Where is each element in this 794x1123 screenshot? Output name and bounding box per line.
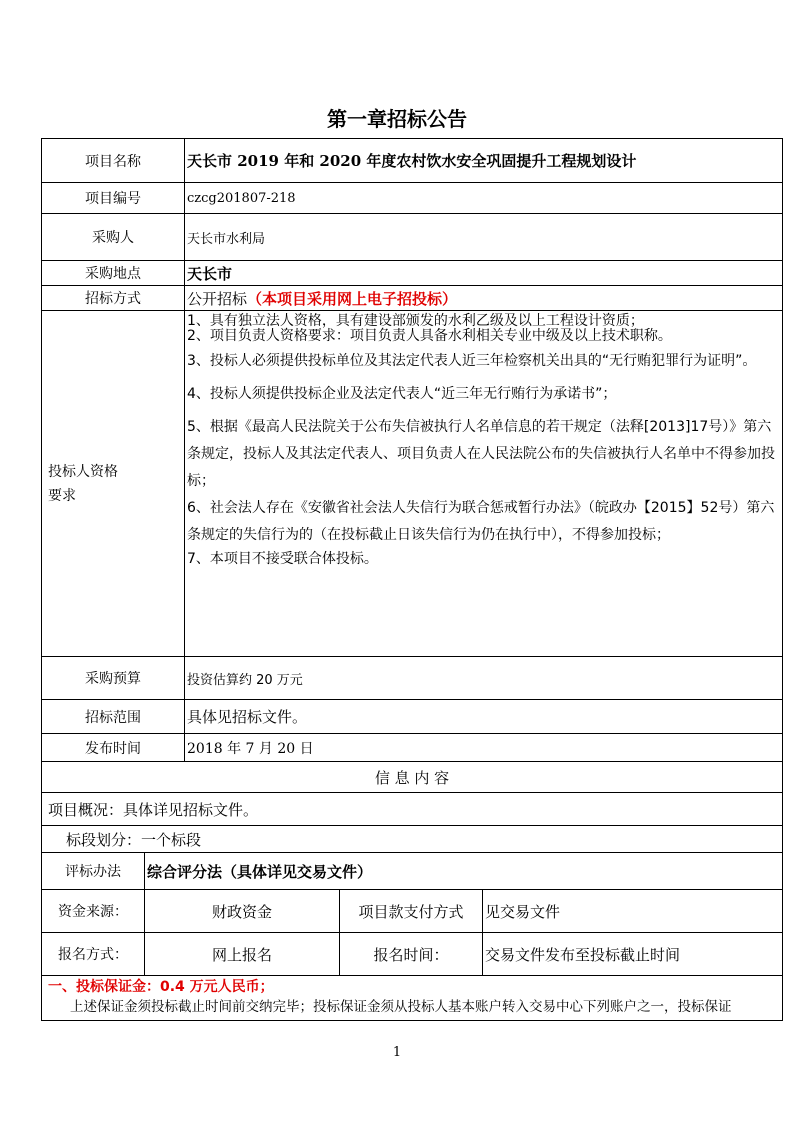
row-location: [42, 261, 783, 286]
method-label: 招标方式: [42, 286, 185, 311]
qualification-item: 3、投标人必须提供投标单位及其法定代表人近三年检察机关出具的“无行贿犯罪行为证明”。: [187, 353, 757, 369]
qualification-item: 7、本项目不接受联合体投标。: [187, 551, 378, 567]
buyer-value: 天长市水利局: [185, 214, 783, 261]
payment-label: 项目款支付方式: [340, 890, 483, 933]
eval-label: 评标办法: [42, 853, 145, 890]
row-project-name: [42, 139, 783, 183]
signup-time-value: 交易文件发布至投标截止时间: [483, 933, 783, 976]
deposit-text: 上述保证金须投标截止时间前交纳完毕；投标保证金须从投标人基本账户转入交易中心下列账户之一，投标保证: [70, 999, 732, 1015]
row-qualification: [42, 311, 783, 657]
payment-value: 见交易文件: [483, 890, 783, 933]
deposit-heading: [48, 978, 780, 997]
row-fund-source: [42, 890, 783, 933]
qualification-label-line2: 要求: [48, 487, 76, 504]
qualification-item: 2、项目负责人资格要求：项目负责人具备水利相关专业中级及以上技术职称。: [187, 328, 672, 344]
row-info-header: [42, 762, 783, 793]
method-text: 公开招标: [187, 289, 248, 308]
scope-value: 具体见招标文件。: [185, 700, 783, 734]
row-project-no: [42, 183, 783, 214]
project-no-value: czcg201807-218: [185, 183, 783, 214]
publish-time-value: 2018 年 7 月 20 日: [185, 734, 783, 762]
publish-time-label: 发布时间: [42, 734, 185, 762]
row-sections: [42, 826, 783, 853]
row-deposit: [42, 976, 783, 1021]
deposit-cell: [42, 976, 783, 1021]
method-note: （本项目采用网上电子招投标）: [247, 289, 458, 308]
row-budget: [42, 657, 783, 700]
row-signup: [42, 933, 783, 976]
eval-value: 综合评分法（具体详见交易文件）: [145, 853, 783, 890]
fund-value: 财政资金: [145, 890, 340, 933]
row-buyer: [42, 214, 783, 261]
qualification-item: 6、社会法人存在《安徽省社会法人失信行为联合惩戒暂行办法》（皖政办【2015】52号）第六条规定的失信行为的（在投标截止日该失信行为仍在执行中），不得参加投标；: [187, 500, 775, 543]
signup-value: 网上报名: [145, 933, 340, 976]
row-overview: [42, 793, 783, 826]
overview-text: 项目概况：具体详见招标文件。: [42, 793, 783, 826]
budget-label: 采购预算: [42, 657, 185, 700]
fund-label: 资金来源：: [42, 890, 145, 933]
row-publish-time: [42, 734, 783, 762]
qualification-item: 1、具有独立法人资格，具有建设部颁发的水利乙级及以上工程设计资质；: [187, 313, 644, 329]
page-number: 1: [392, 1045, 402, 1060]
project-no-label: 项目编号: [42, 183, 185, 214]
tender-notice-table: [41, 138, 783, 1021]
qualification-requirements: [185, 311, 783, 657]
row-scope: [42, 700, 783, 734]
budget-value: 投资估算约 20 万元: [185, 657, 783, 700]
qualification-label-line1: 投标人资格: [48, 463, 118, 480]
chapter-title: 第一章招标公告: [327, 107, 467, 131]
scope-label: 招标范围: [42, 700, 185, 734]
qualification-item: 4、投标人须提供投标企业及法定代表人“近三年无行贿行为承诺书”；: [187, 386, 617, 402]
sections-text: 标段划分：一个标段: [42, 826, 783, 853]
location-value: 天长市: [185, 261, 783, 286]
buyer-label: 采购人: [42, 214, 185, 261]
signup-label: 报名方式：: [42, 933, 145, 976]
deposit-amount: 0.4 万元人民币；: [160, 979, 274, 995]
project-name-label: 项目名称: [42, 139, 185, 183]
qualification-item: 5、根据《最高人民法院关于公布失信被执行人名单信息的若干规定（法释[2013]17号）》第六条规定，投标人及其法定代表人、项目负责人在人民法院公布的失信被执行人名单中不得参加投标；: [187, 419, 775, 489]
signup-time-label: 报名时间：: [340, 933, 483, 976]
project-name-value: 天长市 2019 年和 2020 年度农村饮水安全巩固提升工程规划设计: [185, 139, 783, 183]
location-label: 采购地点: [42, 261, 185, 286]
method-value: [185, 286, 783, 311]
qualification-label: [42, 311, 185, 657]
deposit-title: 一、投标保证金：: [48, 979, 160, 995]
info-header: 信 息 内 容: [42, 762, 783, 793]
row-eval-method: [42, 853, 783, 890]
row-method: [42, 286, 783, 311]
